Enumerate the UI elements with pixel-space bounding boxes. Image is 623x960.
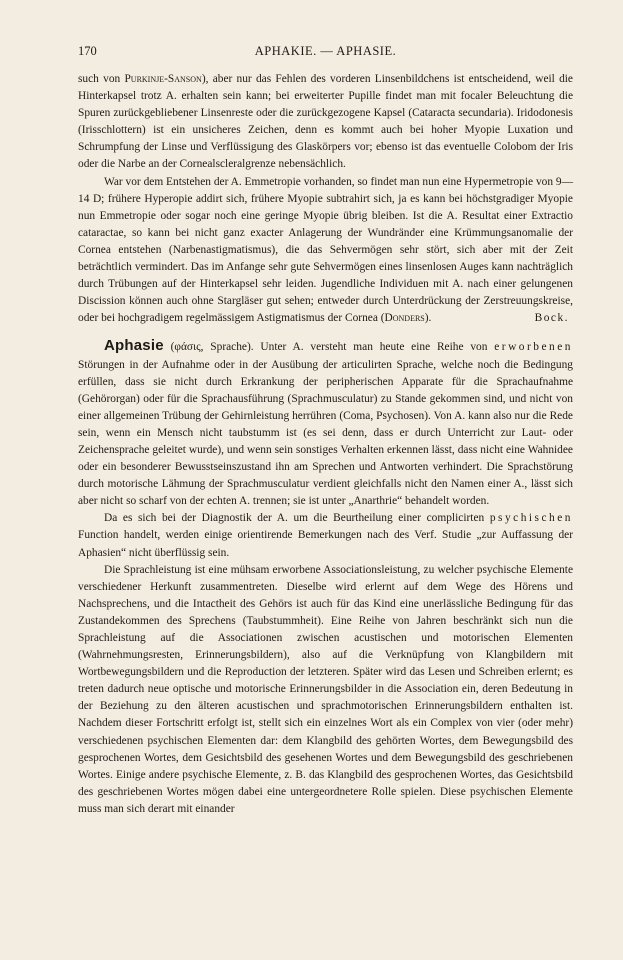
body-text	[78, 71, 573, 818]
entry-separator	[78, 327, 573, 337]
aphasie-paragraph-2	[78, 510, 573, 561]
text-run: War vor dem Entstehen der A. Emmetropie vorhanden, so findet man nun eine Hypermetropie von 9—14 D; frühere Hyperopie addirt sich, frühere Myopie subtrahirt sich, ja es kann bei höchstgradiger Myopie nun Emmetropie oder sogar noch eine geringe Myopie übrig bleiben. Ist die A. Resultat einer Extractio cataractae, so kann bei nicht ganz exacter Anlagerung der Wundränder eine Krümmungsanomalie der Cornea entstehen (Narbenastigmatismus), die das Sehvermögen sehr stört, sich aber mit der Zeit beträchtlich vermindert. Das im Anfange sehr gute Sehvermögen eines linsenlosen Auges kann nachträglich durch Trübungen auf der Hinterkapsel sehr leiden. Jugendliche Individuen mit A. nach einer gelungenen Discission können auch ohne Stargläser gut sehen; entweder durch Unterdrückung der Zerstreuungskreise, oder bei hochgradigem regelmässigem Astigmatismus der Cornea (	[78, 175, 573, 325]
entry-headword: Aphasie	[104, 337, 164, 355]
text-run: ), aber nur das Fehlen des vorderen Linsenbildchens ist entscheidend, weil die Hinterkapsel trotz A. erhalten sein kann; bei erweiterter Pupille findet man mit focaler Beleuchtung die Spuren zurückgebliebener Linsenreste oder die zurückgezogene Kapsel (Cataracta secundaria). Iridodonesis (Irisschlottern) ist ein unsicheres Zeichen, denn es kommt auch bei hoher Myopie Luxation und Schrumpfung der Linse und Verflüssigung des Glaskörpers vor; ebenso ist das eventuelle Colobom der Iris oder die Narbe an der Cornealscleralgrenze nebensächlich.	[78, 73, 573, 171]
aphasie-paragraph-1	[78, 337, 573, 510]
running-title: APHAKIE. — APHASIE.	[254, 44, 397, 58]
emphasized-word: erworbenen	[494, 341, 573, 354]
author-name: Purkinje-Sanson	[124, 73, 202, 85]
emphasized-word: psychischen	[489, 512, 573, 525]
text-run: Function handelt, werden einige orientirende Bemerkungen nach des Verf. Studie „zur Auffassung der Aphasien“ nicht überflüssig sein.	[78, 529, 573, 559]
text-run: ).	[424, 312, 432, 325]
author-signature: Bock.	[534, 312, 569, 325]
aphakie-paragraph-2	[78, 174, 573, 328]
aphasie-paragraph-3: Die Sprachleistung ist eine mühsam erworbene Associationsleistung, zu welcher psychische Elemente verschiedener Herkunft zusammentreten. Dieselbe wird erlernt auf dem Wege des Hörens und Nachsprechens, und die Intactheit des Gehörs ist auch für das Kind eine unerlässliche Bedingung für das Zustandekommen des Sprechens (Taubstummheit). Eine Reihe von Jahren beschränkt sich nun die Sprachleistung auf die Associationen zwischen acustischen und motorischen Elementen (Wahrnehmungsresten, Erinnerungsbildern), also auf die Verknüpfung von Klangbildern mit Wortbewegungsbildern und die Reproduction der letzteren. Später wird das Lesen und Schreiben erlernt; es treten dadurch neue optische und motorische Erinnerungsbilder in die Association ein, deren Bedeutung in der Beziehung zu den älteren acustischen und sprachmotorischen Erinnerungsbildern enthalten ist. Nachdem dieser Fortschritt erfolgt ist, stellt sich ein einzelnes Wort als ein Complex von vier (oder mehr) verschiedenen psychischen Elementen dar: dem Klangbild des gehörten Wortes, dem Bewegungsbild des gesprochenen Wortes, dem Gesichtsbild des gesehenen Wortes und dem Bewegungsbild des geschriebenen Wortes. Einige andere psychische Elemente, z. B. das Klangbild des gesprochenen Wortes, das Gesichtsbild des geschriebenen Wortes mögen dabei eine untergeordnetere Rolle spielen. Diese psychischen Elemente muss man sich derart mit einander	[78, 563, 573, 815]
page-header	[78, 44, 573, 62]
text-run: Da es sich bei der Diagnostik der A. um die Beurtheilung einer complicirten	[104, 512, 490, 525]
aphakie-paragraph-1	[78, 71, 573, 174]
author-name: Donders	[384, 312, 425, 325]
text-run: Störungen in der Aufnahme oder in der Ausübung der articulirten Sprache, welche noch die Bedingung erfüllen, dass sie nicht durch Erkrankung der peripherischen Apparate für die Sprachaufnahme (Gehörorgan) oder für die Sprachausführung (Sprachmusculatur) zu Stande gekommen sind, und nicht von einer allgemeinen Trübung der Gehirnleistung herrühren (Coma, Psychosen). Von A. kann also nur die Rede sein, wenn ein Mensch nicht taubstumm ist (es sei denn, dass er durch Unterricht zur Laut- oder Zeichensprache geleitet wurde), und wenn sein sonstiges Verhalten erkennen lässt, dass nicht eine Wahnidee oder ein besonderer Bewusstseinszustand ihn am Sprechen und Antworten verhindert. Die Sprachstörung durch motorische Lähmung der Sprachmusculatur verdient gleichfalls nicht den Namen einer A., lässt sich aber nicht so scharf von der echten A. trennen; sie ist unter „Anarthrie“ behandelt worden.	[78, 358, 573, 508]
page-number: 170	[78, 44, 97, 58]
text-run: such von	[78, 73, 125, 85]
text-run: (φάσις, Sprache). Unter A. versteht man heute eine Reihe von	[163, 341, 495, 354]
